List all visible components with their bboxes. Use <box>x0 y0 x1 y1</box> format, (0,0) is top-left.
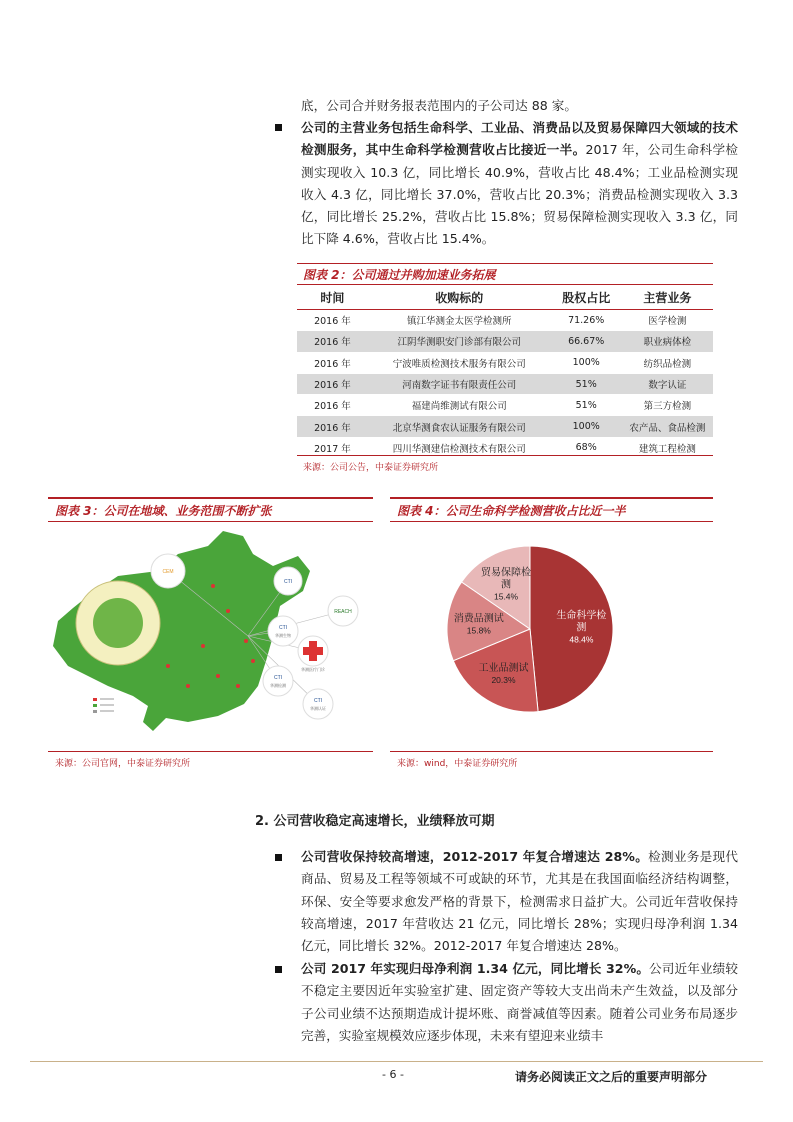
cell: 福建尚维测试有限公司 <box>368 395 551 416</box>
cell: 2016 年 <box>297 373 368 394</box>
fig2-bottom-rule <box>297 455 713 456</box>
footer-rule <box>30 1061 763 1062</box>
table-header-row <box>297 285 713 310</box>
top-line: 底，公司合并财务报表范围内的子公司达 88 家。 <box>301 98 577 113</box>
paragraph-body: 2017 年，公司生命科学检测实现收入 10.3 亿，同比增长 40.9%，营收占比 48.4%；工业品检测实现收入 4.3 亿，同比增长 37.0%，营收占比 20.3%；消费品检测实现收入 3.3 亿，同比增长 25.2%，营收占比 15.8%；贸易保障检测实现收入 3.3 亿，同比下降 4.6%，营收占比 15.4%。 <box>301 142 739 247</box>
pie-category-label: 测 <box>501 579 512 591</box>
cell: 职业病体检 <box>622 331 713 352</box>
cell: 江阴华测职安门诊部有限公司 <box>368 331 551 352</box>
cell: 100% <box>551 352 622 373</box>
cell: 51% <box>551 373 622 394</box>
cell: 2016 年 <box>297 310 368 331</box>
logo-label: 华测生物 <box>275 633 291 638</box>
cell: 农产品、食品检测 <box>622 416 713 437</box>
pie-category-label: 测 <box>576 622 587 634</box>
pie-category-label: 贸易保障检 <box>481 567 532 579</box>
cell: 51% <box>551 395 622 416</box>
map-legend <box>93 698 114 713</box>
fig2-top-rule <box>297 263 713 264</box>
cell: 100% <box>551 416 622 437</box>
pie-category-label: 消费品测试 <box>453 613 504 625</box>
col-header-business: 主营业务 <box>622 285 713 310</box>
cell: 2016 年 <box>297 352 368 373</box>
pie-slice <box>530 546 613 712</box>
logo-label: 华测医疗门诊 <box>301 667 325 672</box>
logo-label: 华测认证 <box>310 706 326 711</box>
logo-label: 华测检测 <box>270 683 286 688</box>
logo-label: CTI <box>313 698 323 704</box>
logo-label: CTI <box>278 625 288 631</box>
globe-icon <box>93 598 143 648</box>
paragraph-bold-lead: 公司的主营业务包括生命科学、工业品、消费品以及贸易保障四大领域的技术检测服务，其中生命科学检测营收占比接近一半。 <box>301 120 738 158</box>
paragraph-body: 公司近年业绩较不稳定主要因近年实验室扩建、固定资产等较大支出尚未产生效益，以及部分子公司业绩不达预期造成计提坏账、商誉减值等因素。随着公司业务布局逐步完善，实验室规模效应逐步体现，未来有望迎来业绩丰 <box>301 961 738 1043</box>
table-row <box>297 352 713 373</box>
cell: 河南数字证书有限责任公司 <box>368 373 551 394</box>
table-row <box>297 331 713 352</box>
cell: 66.67% <box>551 331 622 352</box>
pie-category-label: 工业品测试 <box>478 663 529 675</box>
col-header-target: 收购标的 <box>368 285 551 310</box>
bullet-icon <box>275 124 282 131</box>
fig2-source: 来源：公司公告，中泰证券研究所 <box>303 463 439 473</box>
bullet-icon <box>275 854 282 861</box>
fig4-title-rule <box>390 521 713 522</box>
fig3-title: 图表 3：公司在地域、业务范围不断扩张 <box>55 504 272 518</box>
fig4-source: 来源：wind，中泰证券研究所 <box>397 759 518 769</box>
cell: 71.26% <box>551 310 622 331</box>
paragraph-business-mix <box>301 117 738 251</box>
bullet-icon <box>275 966 282 973</box>
col-header-stake: 股权占比 <box>551 285 622 310</box>
paragraph-body: 检测业务是现代商品、贸易及工程等领域不可或缺的环节，尤其是在我国面临经济结构调整，环保、安全等要求愈发严格的背景下，检测需求日益扩大。公司近年营收保持较高增速，2017 年营收达 21 亿元，同比增长 28%；实现归母净利润 1.34 亿元，同比增长 32%。2012-2017 年复合增速达 28%。 <box>301 849 739 954</box>
logo-label: CTI <box>283 579 293 585</box>
paragraph-bold-lead: 公司营收保持较高增速，2012-2017 年复合增速达 28%。 <box>301 849 649 864</box>
cell: 2016 年 <box>297 395 368 416</box>
cell: 医学检测 <box>622 310 713 331</box>
fig4-bottom-rule <box>390 751 713 752</box>
paragraph-bold-lead: 公司 2017 年实现归母净利润 1.34 亿元，同比增长 32%。 <box>301 961 650 976</box>
china-map-figure <box>48 526 373 746</box>
disclaimer-note: 请务必阅读正文之后的重要声明部分 <box>515 1070 708 1084</box>
logo-label: CTI <box>273 675 283 681</box>
cell: 纺织品检测 <box>622 352 713 373</box>
fig3-source: 来源：公司官网，中泰证券研究所 <box>55 759 191 769</box>
fig3-title-rule <box>48 521 373 522</box>
pie-value-label: 48.4% <box>569 634 594 645</box>
pie-category-label: 生命科学检 <box>556 610 607 622</box>
pie-chart <box>390 526 713 746</box>
cell: 宁波唯质检测技术服务有限公司 <box>368 352 551 373</box>
cell: 第三方检测 <box>622 395 713 416</box>
section-heading: 2. 公司营收稳定高速增长，业绩释放可期 <box>255 814 495 829</box>
cell: 北京华测食农认证服务有限公司 <box>368 416 551 437</box>
logo-label: CEM <box>162 569 174 575</box>
fig3-bottom-rule <box>48 751 373 752</box>
fig3-top-rule <box>48 497 373 499</box>
cell: 2017 年 <box>297 437 368 458</box>
paragraph-revenue-growth <box>301 846 738 957</box>
table-row <box>297 395 713 416</box>
pie-value-label: 15.8% <box>466 625 491 636</box>
fig4-title: 图表 4：公司生命科学检测营收占比近一半 <box>397 504 626 518</box>
cell: 数字认证 <box>622 373 713 394</box>
table-row <box>297 310 713 331</box>
cell: 2016 年 <box>297 416 368 437</box>
cell: 建筑工程检测 <box>622 437 713 458</box>
acquisition-table <box>297 285 713 459</box>
paragraph-net-profit <box>301 958 738 1047</box>
col-header-time: 时间 <box>297 285 368 310</box>
cell: 四川华测建信检测技术有限公司 <box>368 437 551 458</box>
cell: 镇江华测金太医学检测所 <box>368 310 551 331</box>
fig4-top-rule <box>390 497 713 499</box>
table-row <box>297 416 713 437</box>
cell: 2016 年 <box>297 331 368 352</box>
logo-label: REACH <box>334 609 352 615</box>
pie-value-label: 15.4% <box>493 591 519 602</box>
pie-value-label: 20.3% <box>491 675 516 686</box>
cell: 68% <box>551 437 622 458</box>
page-number: - 6 - <box>382 1068 404 1081</box>
table-row <box>297 373 713 394</box>
fig2-title: 图表 2：公司通过并购加速业务拓展 <box>303 268 496 282</box>
